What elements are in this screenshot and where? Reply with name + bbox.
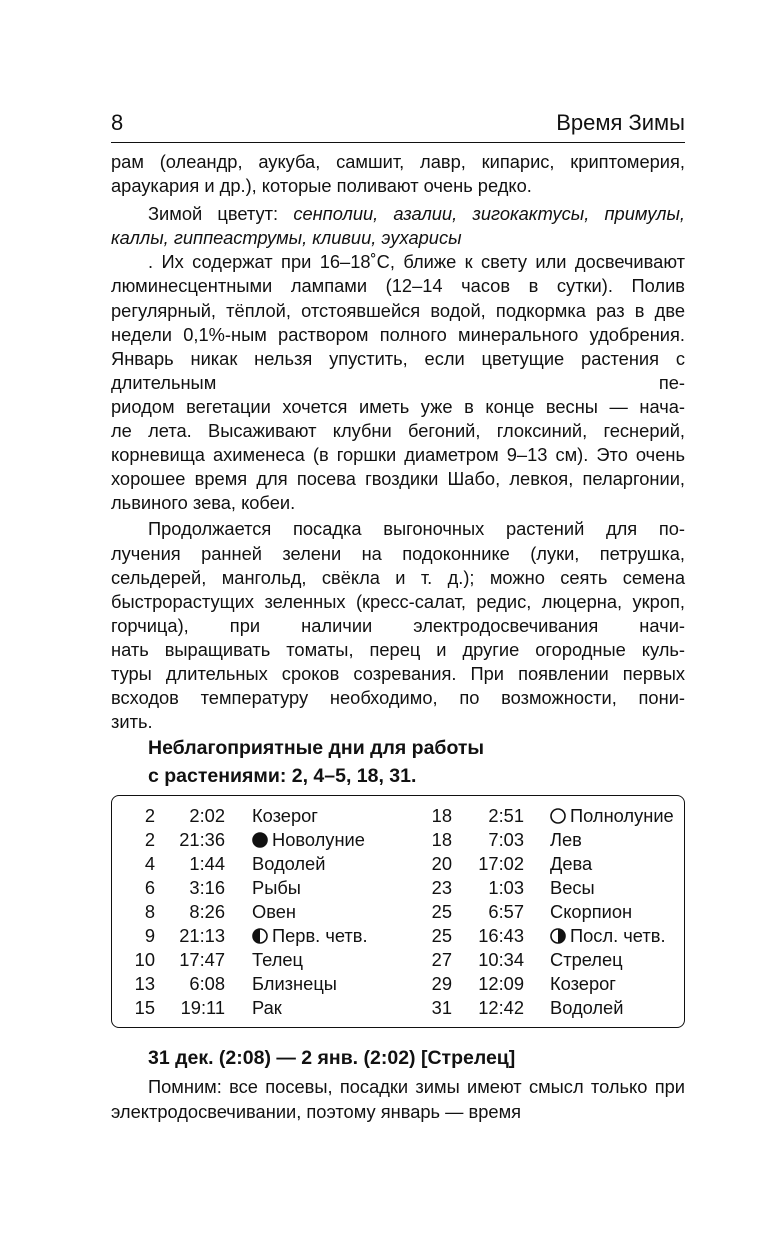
moon-time-text: 7:03 — [488, 829, 524, 850]
moon-sign — [524, 972, 674, 996]
moon-table-row — [127, 876, 674, 900]
moon-day — [127, 852, 155, 876]
moon-time-text: 6:08 — [189, 973, 225, 994]
moon-sign-text: Водолей — [550, 997, 624, 1018]
moon-time — [452, 876, 524, 900]
moon-sign-text: Посл. четв. — [570, 925, 666, 946]
moon-day — [127, 948, 155, 972]
first-quarter-moon-icon — [252, 928, 268, 944]
unfavorable-line2: с растениями: 2, 4–5, 18, 31. — [148, 765, 417, 787]
moon-day-text: 29 — [431, 973, 452, 994]
moon-day — [410, 972, 452, 996]
moon-sign — [225, 972, 410, 996]
moon-time-text: 2:51 — [488, 805, 524, 826]
moon-table-row — [127, 900, 674, 924]
moon-time — [452, 852, 524, 876]
new-moon-icon — [252, 832, 268, 848]
moon-day — [127, 996, 155, 1020]
moon-day — [127, 924, 155, 948]
moon-day-text: 4 — [144, 853, 155, 874]
forcing-text-c: нать выращивать томаты, перец и другие огородные куль- — [111, 638, 685, 660]
moon-time — [155, 900, 225, 924]
moon-sign — [225, 876, 410, 900]
last-quarter-moon-icon — [550, 928, 566, 944]
winter-text-c: ле лета. Высаживают клубни бегоний, глоксиний, геснерий, корневища ахименеса (в горшки диаметром 9–13 см). Это очень хорошее время для посева гвоздики Шабо, левкоя, пеларгонии, львиного зева, кобеи. — [111, 420, 685, 514]
moon-time — [452, 828, 524, 852]
moon-day — [410, 900, 452, 924]
moon-day-text: 6 — [144, 877, 155, 898]
moon-sign-text: Стрелец — [550, 949, 623, 970]
moon-table-row — [127, 972, 674, 996]
moon-calendar-box — [111, 795, 685, 1028]
moon-day-text: 20 — [431, 853, 452, 874]
moon-sign — [225, 828, 410, 852]
moon-time-text: 8:26 — [189, 901, 225, 922]
moon-table-row — [127, 852, 674, 876]
moon-sign-text: Дева — [550, 853, 593, 874]
moon-time — [155, 996, 225, 1020]
winter-lead: Зимой цветут: — [148, 203, 294, 225]
moon-sign — [225, 852, 410, 876]
moon-sign-text: Козерог — [550, 973, 616, 994]
moon-sign-text: Козерог — [252, 805, 318, 826]
moon-time — [452, 996, 524, 1020]
moon-day-text: 23 — [431, 877, 452, 898]
moon-day-text: 13 — [134, 973, 155, 994]
moon-day — [410, 852, 452, 876]
moon-time — [155, 972, 225, 996]
moon-table-row — [127, 948, 674, 972]
moon-table-row — [127, 996, 674, 1020]
moon-sign-text: Телец — [252, 949, 304, 970]
moon-table-row — [127, 828, 674, 852]
moon-time-text: 1:03 — [488, 877, 524, 898]
moon-time — [155, 924, 225, 948]
moon-time-text: 2:02 — [189, 805, 225, 826]
moon-time — [155, 876, 225, 900]
moon-day — [127, 876, 155, 900]
moon-sign-text: Новолуние — [272, 829, 365, 850]
paragraph-winter-part1 — [111, 202, 685, 395]
unfavorable-days — [148, 734, 685, 790]
moon-day-text: 9 — [144, 925, 155, 946]
moon-day — [127, 804, 155, 828]
moon-time — [155, 804, 225, 828]
moon-sign — [524, 804, 674, 828]
moon-sign — [524, 876, 674, 900]
moon-day — [127, 900, 155, 924]
moon-day-text: 2 — [144, 805, 155, 826]
moon-sign-text: Весы — [550, 877, 595, 898]
moon-calendar-table — [127, 804, 674, 1020]
moon-time — [155, 948, 225, 972]
winter-text-a: . Их содержат при 16–18˚С, ближе к свету или досвечивают люминесцентными лампами (12–14 часов в сутки). Полив регулярный, тёплой, отстоявшейся водой, подкормка раз в две недели 0,1%-ным раствором полного минерального удобрения. Январь никак нельзя упустить, если цветущие растения с длительным пе- — [111, 251, 685, 393]
moon-table-row — [127, 924, 674, 948]
moon-sign — [524, 900, 674, 924]
moon-day-text: 10 — [134, 949, 155, 970]
moon-day-text: 27 — [431, 949, 452, 970]
moon-time-text: 21:36 — [179, 829, 225, 850]
moon-sign — [225, 924, 410, 948]
moon-sign-text: Близнецы — [252, 973, 337, 994]
moon-sign-text: Перв. четв. — [272, 925, 368, 946]
moon-time — [452, 900, 524, 924]
moon-day — [127, 972, 155, 996]
moon-day — [410, 804, 452, 828]
moon-time-text: 12:09 — [478, 973, 524, 994]
moon-time — [452, 924, 524, 948]
running-title: Время Зимы — [556, 110, 685, 135]
moon-sign-text: Скорпион — [550, 901, 633, 922]
moon-time — [452, 948, 524, 972]
moon-sign — [225, 996, 410, 1020]
forcing-text-a: Продолжается посадка выгоночных растений для по- — [148, 518, 685, 540]
moon-sign — [225, 900, 410, 924]
winter-flowers-list: сенполии, азалии, зигокактусы, примулы, каллы, гиппеаструмы, кливии, эухарисы — [111, 203, 685, 249]
moon-time — [452, 804, 524, 828]
moon-time-text: 3:16 — [189, 877, 225, 898]
unfavorable-line1: Неблагоприятные дни для работы — [148, 737, 485, 759]
page-header — [111, 108, 685, 143]
moon-sign-text: Рыбы — [252, 877, 301, 898]
moon-sign-text: Рак — [252, 997, 282, 1018]
paragraph-forcing — [111, 517, 685, 734]
forcing-text-d: туры длительных сроков созревания. При появлении первых всходов температуру необходимо, по возможности, пони- — [111, 662, 685, 709]
moon-sign — [524, 948, 674, 972]
moon-day — [410, 924, 452, 948]
moon-sign-text: Овен — [252, 901, 296, 922]
moon-time-text: 10:34 — [478, 949, 524, 970]
section-title: 31 дек. (2:08) — 2 янв. (2:02) [Стрелец] — [148, 1047, 516, 1069]
moon-time-text: 1:44 — [189, 853, 225, 874]
moon-day — [127, 828, 155, 852]
moon-time-text: 19:11 — [180, 997, 225, 1018]
moon-day-text: 18 — [431, 805, 452, 826]
moon-sign — [225, 948, 410, 972]
moon-sign — [524, 924, 674, 948]
moon-time-text: 12:42 — [478, 997, 524, 1018]
moon-time-text: 21:13 — [179, 925, 225, 946]
main-text — [111, 150, 685, 734]
forcing-text-e: зить. — [111, 711, 153, 733]
moon-day — [410, 828, 452, 852]
moon-day-text: 15 — [134, 997, 155, 1018]
moon-sign-text: Водолей — [252, 853, 326, 874]
winter-text-b: риодом вегетации хочется иметь уже в конце весны — нача- — [111, 395, 685, 417]
page-number: 8 — [111, 110, 124, 135]
paragraph-winter-flowers — [111, 202, 685, 515]
moon-time-text: 17:47 — [179, 949, 225, 970]
moon-time-text: 6:57 — [488, 901, 524, 922]
moon-day-text: 8 — [144, 901, 155, 922]
moon-time — [155, 828, 225, 852]
moon-sign-text: Лев — [550, 829, 582, 850]
moon-time — [452, 972, 524, 996]
moon-day-text: 25 — [431, 925, 452, 946]
moon-day-text: 31 — [431, 997, 452, 1018]
moon-sign — [225, 804, 410, 828]
full-moon-icon — [550, 808, 566, 824]
forcing-text-b: лучения ранней зелени на подоконнике (луки, петрушка, сельдерей, мангольд, свёкла и т. д.); можно сеять семена быстрорастущих зеленных (кресс-салат, редис, люцерна, укроп, горчица), при наличии электродосвечивания начи- — [111, 542, 685, 636]
paragraph-continuation: рам (олеандр, аукуба, самшит, лавр, кипарис, криптомерия, араукария и др.), которые поливают очень редко. — [111, 151, 685, 197]
moon-day — [410, 876, 452, 900]
moon-day-text: 25 — [431, 901, 452, 922]
moon-time — [155, 852, 225, 876]
section-body — [111, 1075, 685, 1124]
moon-sign — [524, 852, 674, 876]
moon-sign-text: Полнолуние — [570, 805, 674, 826]
moon-day-text: 2 — [144, 829, 155, 850]
moon-day — [410, 948, 452, 972]
moon-sign — [524, 996, 674, 1020]
moon-sign — [524, 828, 674, 852]
moon-day — [410, 996, 452, 1020]
moon-table-row — [127, 804, 674, 828]
moon-time-text: 16:43 — [478, 925, 524, 946]
moon-time-text: 17:02 — [478, 853, 524, 874]
moon-day-text: 18 — [431, 829, 452, 850]
section-paragraph: Помним: все посевы, посадки зимы имеют смысл только при электродосвечивании, поэтому январь — время — [111, 1076, 685, 1122]
